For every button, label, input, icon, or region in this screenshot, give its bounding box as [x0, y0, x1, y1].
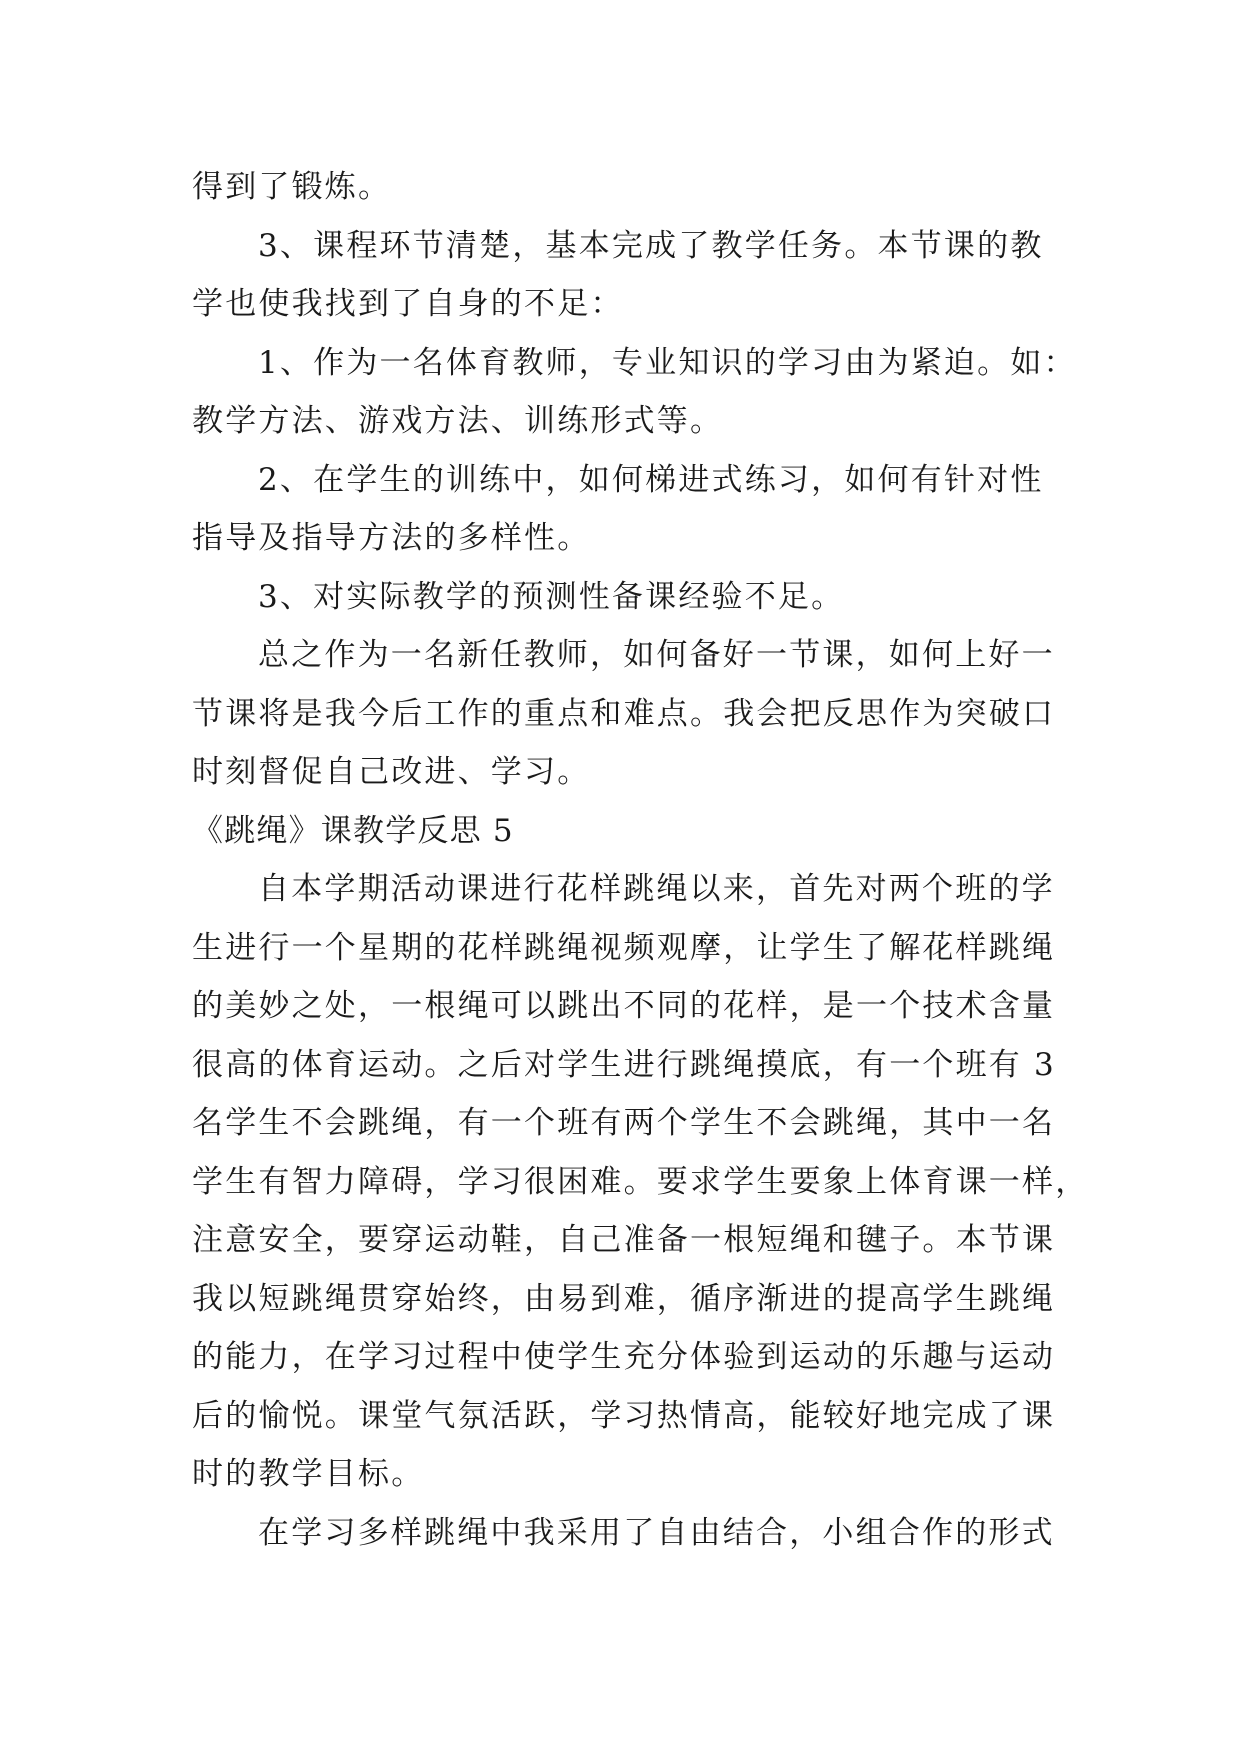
- text-line: 得到了锻炼。: [192, 169, 392, 205]
- text-line: 的能力，在学习过程中使学生充分体验到运动的乐趣与运动: [192, 1339, 1056, 1375]
- paragraph-line: 1、作为一名体育教师，专业知识的学习由为紧迫。如：: [258, 344, 1077, 381]
- paragraph-line: 3、对实际教学的预测性备课经验不足。: [258, 578, 845, 615]
- paragraph-line: 总之作为一名新任教师，如何备好一节课，如何上好一: [258, 637, 1055, 673]
- text-line: 很高的体育运动。之后对学生进行跳绳摸底，有一个班有 3: [192, 1046, 1056, 1083]
- text-line: 生进行一个星期的花样跳绳视频观摩，让学生了解花样跳绳: [192, 929, 1056, 966]
- text-line: 注意安全，要穿运动鞋，自己准备一根短绳和毽子。本节课: [192, 1222, 1056, 1258]
- paragraph-line: 自本学期活动课进行花样跳绳以来，首先对两个班的学: [258, 871, 1055, 907]
- text-line: 时的教学目标。: [192, 1456, 425, 1492]
- text-line: 名学生不会跳绳，有一个班有两个学生不会跳绳，其中一名: [192, 1105, 1056, 1141]
- paragraph-line: 2、在学生的训练中，如何梯进式练习，如何有针对性: [258, 461, 1044, 498]
- text-line: 指导及指导方法的多样性。: [192, 520, 591, 556]
- section-heading: 《跳绳》课教学反思 5: [192, 812, 514, 849]
- text-line: 我以短跳绳贯穿始终，由易到难，循序渐进的提高学生跳绳: [192, 1280, 1056, 1317]
- paragraph-line: 3、课程环节清楚，基本完成了教学任务。本节课的教: [258, 227, 1044, 264]
- document-body: [192, 158, 1089, 1562]
- text-line: 后的愉悦。课堂气氛活跃，学习热情高，能较好地完成了课: [192, 1397, 1056, 1434]
- text-line: 时刻督促自己改进、学习。: [192, 754, 591, 790]
- paragraph-line: 在学习多样跳绳中我采用了自由结合，小组合作的形式: [258, 1514, 1055, 1551]
- text-line: 学生有智力障碍，学习很困难。要求学生要象上体育课一样，: [192, 1163, 1089, 1200]
- text-line: 学也使我找到了自身的不足：: [192, 286, 624, 322]
- text-line: 节课将是我今后工作的重点和难点。我会把反思作为突破口: [192, 695, 1056, 732]
- text-line: 教学方法、游戏方法、训练形式等。: [192, 403, 724, 439]
- text-line: 的美妙之处，一根绳可以跳出不同的花样，是一个技术含量: [192, 988, 1056, 1024]
